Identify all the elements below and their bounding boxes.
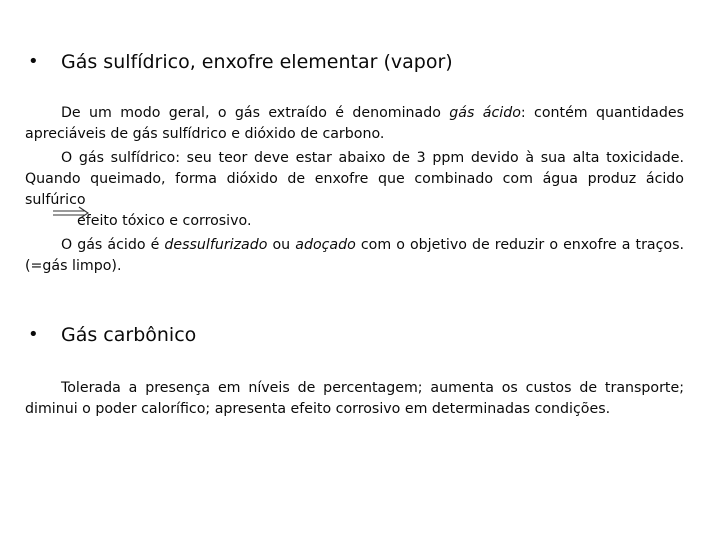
bullet-dot: • — [28, 324, 39, 345]
text-span: O gás ácido é — [61, 237, 165, 253]
text-span: com o objetivo de reduzir o enxofre a traços. (=gás limpo). — [25, 237, 684, 274]
arrow-line — [25, 211, 684, 232]
text-span: ou — [267, 237, 296, 253]
text-span: : contém quantidades apreciáveis de gás sulfídrico e dióxido de carbono. — [25, 105, 684, 142]
paragraph-acid-gas — [25, 103, 684, 145]
paragraph-desulfurization — [25, 235, 684, 277]
heading-text: Gás carbônico — [61, 324, 197, 346]
heading-text: Gás sulfídrico, enxofre elementar (vapor) — [61, 51, 453, 73]
bullet-heading-sulfidric — [0, 47, 720, 77]
bullet-dot: • — [28, 51, 39, 72]
term-acid-gas: gás ácido — [449, 105, 521, 121]
term-sweetened: adoçado — [295, 237, 356, 253]
arrow-text: efeito tóxico e corrosivo. — [77, 213, 252, 229]
text-span: De um modo geral, o gás extraído é denominado — [61, 105, 450, 121]
paragraph-co2: Tolerada a presença em níveis de percentagem; aumenta os custos de transporte; diminui o poder calorífico; apresenta efeito corrosivo em determinadas condições. — [25, 380, 684, 417]
term-desulfurized: dessulfurizado — [164, 237, 268, 253]
paragraph-h2s: O gás sulfídrico: seu teor deve estar abaixo de 3 ppm devido à sua alta toxicidade. Quando queimado, forma dióxido de enxofre que combinado com água produz ácido sulfúrico — [25, 150, 684, 208]
bullet-heading-co2 — [0, 320, 720, 350]
